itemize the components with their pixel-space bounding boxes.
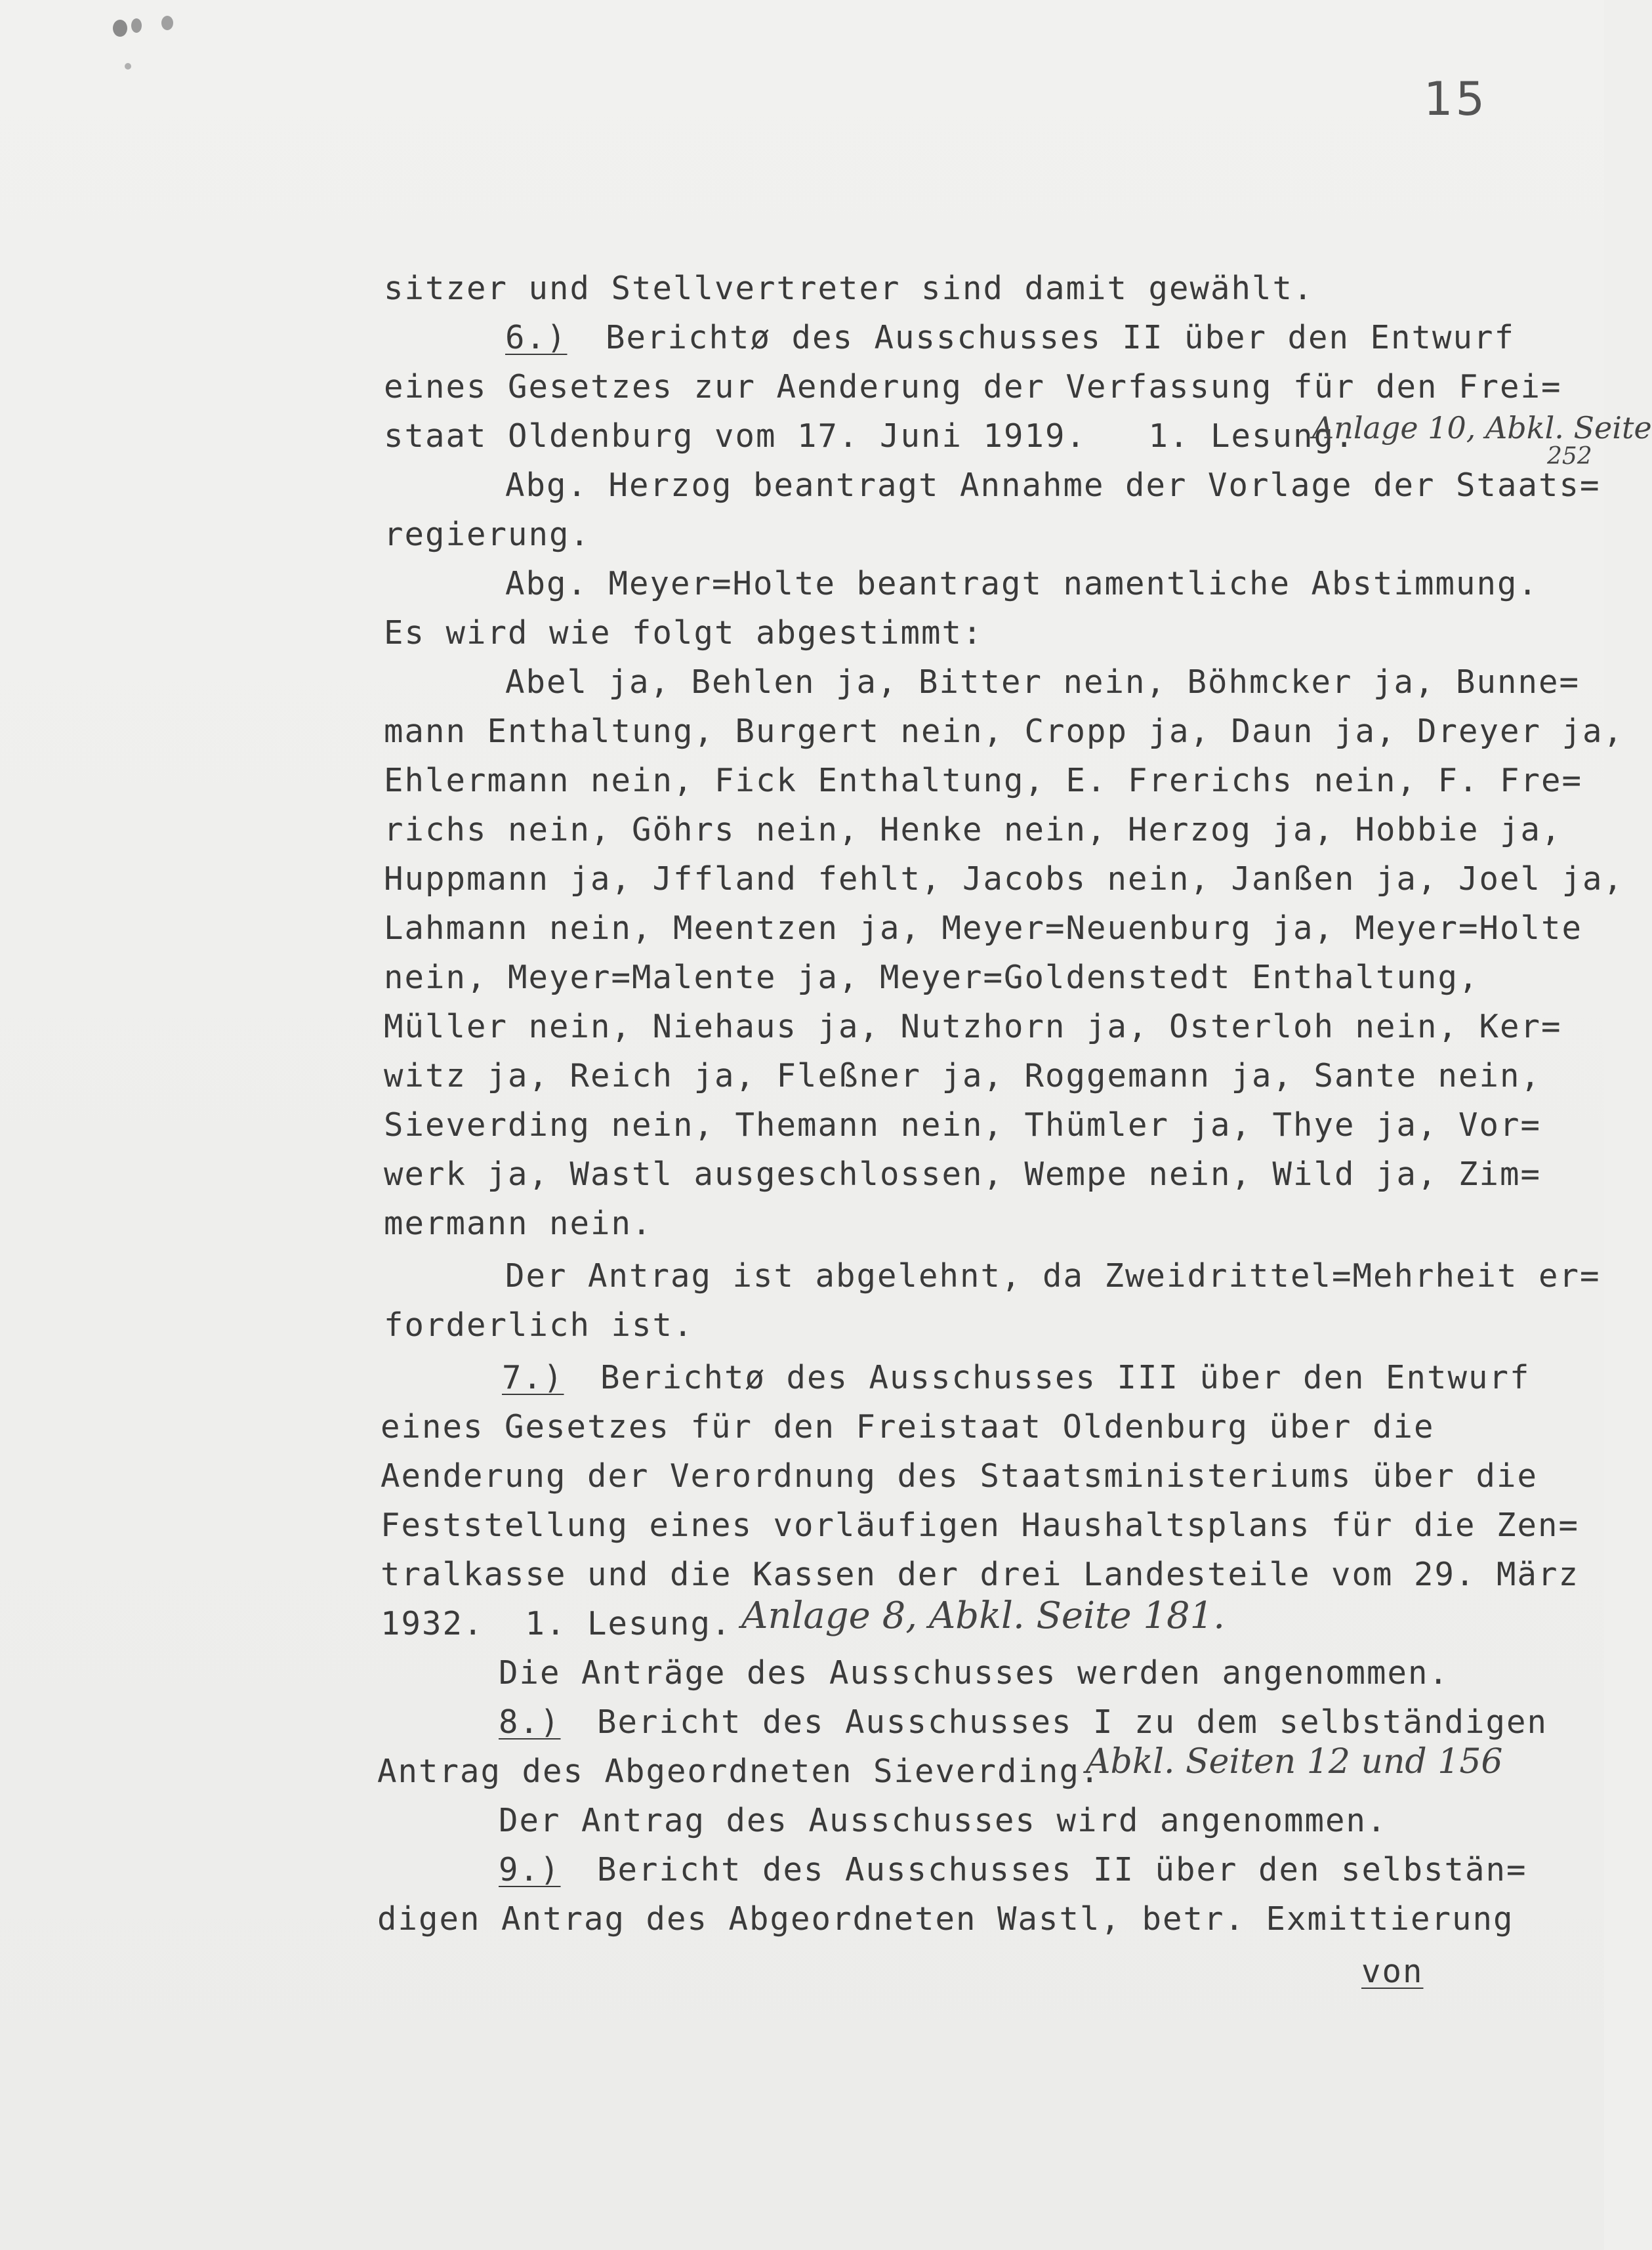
ink-spot <box>113 20 127 37</box>
text-line: Es wird wie folgt abgestimmt: <box>384 614 983 652</box>
text-line: Aenderung der Verordnung des Staatsministeriums über die <box>381 1457 1538 1495</box>
text-line: Antrag des Abgeordneten Sieverding. <box>377 1753 1101 1790</box>
text-line: mermann nein. <box>384 1205 653 1242</box>
text-line: Bericht des Ausschusses II über den selbstän= <box>597 1851 1527 1888</box>
text-line: tralkasse und die Kassen der drei Landesteile vom 29. März <box>381 1556 1580 1593</box>
text-line: 1932. 1. Lesung. <box>381 1605 732 1642</box>
text-line: Sieverding nein, Themann nein, Thümler ja, Thye ja, Vor= <box>384 1106 1542 1144</box>
text-line: Müller nein, Niehaus ja, Nutzhorn ja, Osterloh nein, Ker= <box>384 1008 1562 1045</box>
ink-spot <box>131 18 142 33</box>
text-line: forderlich ist. <box>384 1306 694 1344</box>
item-number: 6.) <box>505 319 568 356</box>
text-line: Abel ja, Behlen ja, Bitter nein, Böhmcker ja, Bunne= <box>505 663 1580 701</box>
text-line: Berichtø des Ausschusses III über den Entwurf <box>600 1359 1531 1396</box>
text-line: sitzer und Stellvertreter sind damit gewählt. <box>384 270 1314 307</box>
text-line: Feststellung eines vorläufigen Haushaltsplans für die Zen= <box>381 1507 1580 1544</box>
handwritten-annotation: Anlage 10, Abkl. Seite <box>1312 410 1652 446</box>
item-number: 9.) <box>499 1851 561 1888</box>
text-line: Abg. Herzog beantragt Annahme der Vorlage der Staats= <box>505 467 1601 504</box>
text-line: Lahmann nein, Meentzen ja, Meyer=Neuenburg ja, Meyer=Holte <box>384 909 1583 947</box>
text-line: Abg. Meyer=Holte beantragt namentliche Abstimmung. <box>505 565 1539 602</box>
text-line: nein, Meyer=Malente ja, Meyer=Goldenstedt Enthaltung, <box>384 959 1479 996</box>
text-line: staat Oldenburg vom 17. Juni 1919. 1. Lesung. <box>384 417 1355 455</box>
text-line: eines Gesetzes zur Aenderung der Verfassung für den Frei= <box>384 368 1562 406</box>
text-line: Berichtø des Ausschusses II über den Entwurf <box>606 319 1516 356</box>
ink-spot <box>125 63 131 70</box>
text-line: richs nein, Göhrs nein, Henke nein, Herzog ja, Hobbie ja, <box>384 811 1562 848</box>
text-line: Der Antrag ist abgelehnt, da Zweidrittel=Mehrheit er= <box>505 1257 1601 1295</box>
text-line: werk ja, Wastl ausgeschlossen, Wempe nein, Wild ja, Zim= <box>384 1156 1542 1193</box>
text-line: eines Gesetzes für den Freistaat Oldenburg über die <box>381 1408 1435 1446</box>
text-line: Ehlermann nein, Fick Enthaltung, E. Frerichs nein, F. Fre= <box>384 762 1583 799</box>
text-line: Der Antrag des Ausschusses wird angenommen. <box>499 1802 1388 1839</box>
text-line: regierung. <box>384 516 591 553</box>
handwritten-annotation: Anlage 8, Abkl. Seite 181. <box>741 1594 1226 1637</box>
text-line: Bericht des Ausschusses I zu dem selbständigen <box>597 1703 1548 1741</box>
handwritten-annotation: 252 <box>1547 443 1592 470</box>
item-number: 8.) <box>499 1703 561 1741</box>
page-number: 15 <box>1424 72 1488 126</box>
ink-spot <box>161 16 173 30</box>
text-line: mann Enthaltung, Burgert nein, Cropp ja, Daun ja, Dreyer ja, <box>384 713 1624 750</box>
text-line: witz ja, Reich ja, Fleßner ja, Roggemann ja, Sante nein, <box>384 1057 1542 1094</box>
catchword: von <box>1361 1953 1424 1990</box>
text-line: Die Anträge des Ausschusses werden angenommen. <box>499 1654 1450 1692</box>
handwritten-annotation: Abkl. Seiten 12 und 156 <box>1086 1742 1503 1781</box>
item-number: 7.) <box>502 1359 564 1396</box>
text-line: Huppmann ja, Jffland fehlt, Jacobs nein, Janßen ja, Joel ja, <box>384 860 1624 898</box>
text-line: digen Antrag des Abgeordneten Wastl, betr. Exmittierung <box>377 1900 1514 1938</box>
